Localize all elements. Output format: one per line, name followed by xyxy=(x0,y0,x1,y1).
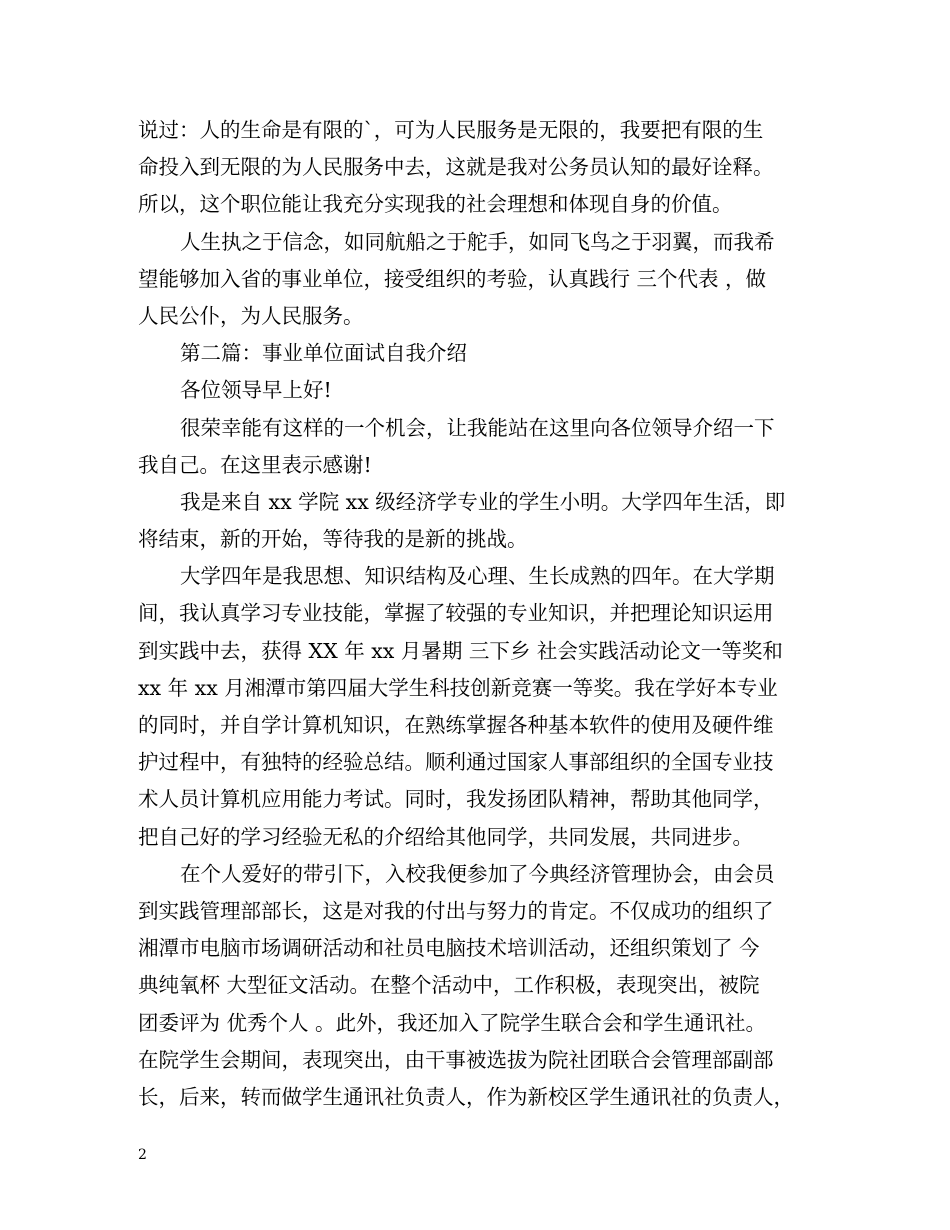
text-line: 护过程中，有独特的经验总结。顺利通过国家人事部组织的全国专业技 xyxy=(138,750,774,775)
text-line: 人生执之于信念，如同航船之于舵手，如同飞鸟之于羽翼，而我希 xyxy=(180,229,775,254)
text-line: 把自己好的学习经验无私的介绍给其他同学，共同发展，共同进步。 xyxy=(138,824,753,849)
text-line: 望能够加入省的事业单位，接受组织的考验，认真践行 三个代表 ，做 xyxy=(138,266,767,291)
text-line: 所以，这个职位能让我充分实现我的社会理想和体现自身的价值。 xyxy=(138,192,733,217)
page-number: 2 xyxy=(138,1147,147,1163)
text-line: 在个人爱好的带引下，入校我便参加了今典经济管理协会，由会员 xyxy=(180,861,775,886)
text-line: 术人员计算机应用能力考试。同时，我发扬团队精神，帮助其他同学， xyxy=(138,787,774,812)
text-line: xx 年 xx 月湘潭市第四届大学生科技创新竞赛一等奖。我在学好本专业 xyxy=(138,675,778,700)
text-line: 说过：人的生命是有限的`，可为人民服务是无限的，我要把有限的生 xyxy=(138,118,764,142)
text-line: 我是来自 xx 学院 xx 级经济学专业的学生小明。大学四年生活，即 xyxy=(180,489,786,514)
text-line: 大学四年是我思想、知识结构及心理、生长成熟的四年。在大学期 xyxy=(180,564,775,589)
text-line: 到实践管理部部长，这是对我的付出与努力的肯定。不仅成功的组织了 xyxy=(138,898,774,923)
text-line: 人民公仆，为人民服务。 xyxy=(138,303,364,328)
text-line: 的同时，并自学计算机知识，在熟练掌握各种基本软件的使用及硬件维 xyxy=(138,713,774,737)
text-line: 各位领导早上好! xyxy=(180,378,332,403)
text-line: 湘潭市电脑市场调研活动和社员电脑技术培训活动，还组织策划了 今 xyxy=(138,936,760,961)
text-line: 将结束，新的开始，等待我的是新的挑战。 xyxy=(138,527,528,552)
text-line: 命投入到无限的为人民服务中去，这就是我对公务员认知的最好诠释。 xyxy=(138,155,774,180)
text-line: 典纯氧杯 大型征文活动。在整个活动中，工作积极，表现突出，被院 xyxy=(138,973,760,998)
text-line: 团委评为 优秀个人 。此外，我还加入了院学生联合会和学生通讯社。 xyxy=(138,1010,767,1035)
text-line: 很荣幸能有这样的一个机会，让我能站在这里向各位领导介绍一下 xyxy=(180,415,775,440)
text-line: 到实践中去，获得 XX 年 xx 月暑期 三下乡 社会实践活动论文一等奖和 xyxy=(138,638,783,663)
text-line: 在院学生会期间，表现突出，由干事被选拔为院社团联合会管理部副部 xyxy=(138,1047,774,1072)
text-line: 第二篇：事业单位面试自我介绍 xyxy=(180,341,467,366)
text-line: 间，我认真学习专业技能，掌握了较强的专业知识，并把理论知识运用 xyxy=(138,601,774,626)
text-line: 长，后来，转而做学生通讯社负责人，作为新校区学生通讯社的负责人， xyxy=(138,1084,794,1109)
document-body xyxy=(138,112,818,1116)
text-line: 我自己。在这里表示感谢! xyxy=(138,452,372,477)
